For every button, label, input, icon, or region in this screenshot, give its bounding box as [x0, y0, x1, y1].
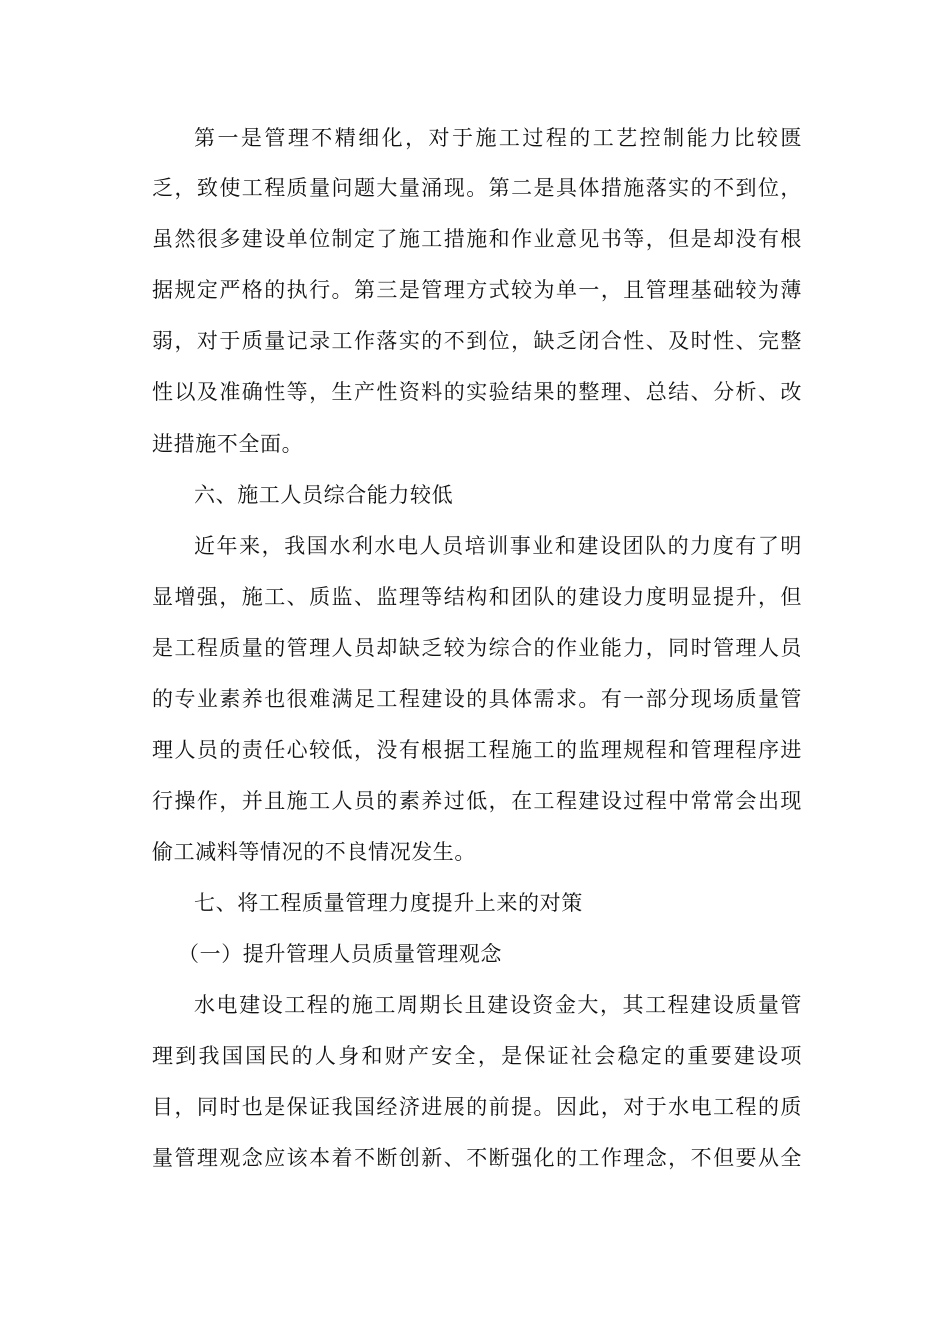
text-line: 第一是管理不精细化，对于施工过程的工艺控制能力比较匮 [194, 126, 802, 150]
text-line: 行操作，并且施工人员的素养过低，在工程建设过程中常常会出现 [152, 789, 802, 813]
text-line: 理到我国国民的人身和财产安全，是保证社会稳定的重要建设项 [152, 1044, 802, 1068]
text-line: 水电建设工程的施工周期长且建设资金大，其工程建设质量管 [194, 993, 802, 1017]
subsection-heading: （一）提升管理人员质量管理观念 [178, 942, 502, 966]
section-heading: 七、将工程质量管理力度提升上来的对策 [194, 891, 583, 915]
text-line: 弱，对于质量记录工作落实的不到位，缺乏闭合性、及时性、完整 [152, 329, 802, 353]
text-line: 偷工减料等情况的不良情况发生。 [152, 840, 476, 864]
section-heading: 六、施工人员综合能力较低 [194, 483, 454, 507]
text-line: 是工程质量的管理人员却缺乏较为综合的作业能力，同时管理人员 [152, 636, 802, 660]
text-line: 的专业素养也很难满足工程建设的具体需求。有一部分现场质量管 [152, 687, 802, 711]
text-line: 进措施不全面。 [152, 432, 304, 456]
text-line: 显增强，施工、质监、监理等结构和团队的建设力度明显提升，但 [152, 585, 802, 609]
text-line: 乏，致使工程质量问题大量涌现。第二是具体措施落实的不到位， [152, 176, 802, 200]
text-line: 理人员的责任心较低，没有根据工程施工的监理规程和管理程序进 [152, 738, 802, 762]
text-line: 目，同时也是保证我国经济进展的前提。因此，对于水电工程的质 [152, 1095, 802, 1119]
text-line: 量管理观念应该本着不断创新、不断强化的工作理念，不但要从全 [152, 1146, 802, 1170]
text-line: 虽然很多建设单位制定了施工措施和作业意见书等，但是却没有根 [152, 227, 802, 251]
text-line: 据规定严格的执行。第三是管理方式较为单一，且管理基础较为薄 [152, 278, 802, 302]
text-line: 性以及准确性等，生产性资料的实验结果的整理、总结、分析、改 [152, 380, 802, 404]
text-line: 近年来，我国水利水电人员培训事业和建设团队的力度有了明 [194, 534, 802, 558]
